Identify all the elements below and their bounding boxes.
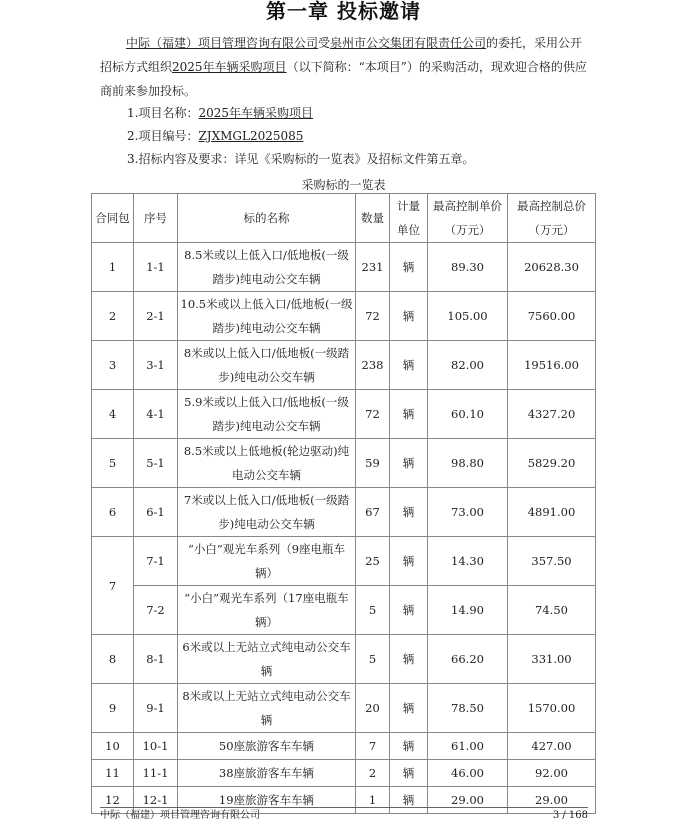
- cell-total-price: 427.00: [508, 733, 596, 760]
- cell-name: 5.9米或以上低入口/低地板(一级踏步)纯电动公交车辆: [178, 390, 356, 439]
- procurement-table: [91, 193, 596, 814]
- client-name: 泉州市公交集团有限责任公司: [330, 36, 487, 50]
- cell-unit-price: 73.00: [428, 488, 508, 537]
- cell-total-price: 4891.00: [508, 488, 596, 537]
- cell-unit: 辆: [390, 635, 428, 684]
- cell-quantity: 7: [356, 733, 390, 760]
- cell-quantity: 72: [356, 292, 390, 341]
- table-row: [92, 488, 596, 537]
- project-content-item: 3.招标内容及要求：详见《采购标的一览表》及招标文件第五章。: [127, 152, 475, 166]
- cell-number: 6-1: [134, 488, 178, 537]
- table-caption: 采购标的一览表: [301, 178, 386, 192]
- cell-quantity: 67: [356, 488, 390, 537]
- table-row: [92, 733, 596, 760]
- cell-unit: 辆: [390, 760, 428, 787]
- cell-total-price: 74.50: [508, 586, 596, 635]
- cell-package: 8: [92, 635, 134, 684]
- cell-package: 3: [92, 341, 134, 390]
- cell-number: 7-2: [134, 586, 178, 635]
- cell-number: 1-1: [134, 243, 178, 292]
- cell-unit-price: 60.10: [428, 390, 508, 439]
- cell-name: 6米或以上无站立式纯电动公交车辆: [178, 635, 356, 684]
- cell-unit: 辆: [390, 341, 428, 390]
- header-quantity: 数量: [356, 194, 390, 243]
- table-row: [92, 586, 596, 635]
- cell-unit: 辆: [390, 390, 428, 439]
- cell-package: 2: [92, 292, 134, 341]
- cell-unit: 辆: [390, 787, 428, 814]
- header-unit-price: 最高控制单价（万元）: [428, 194, 508, 243]
- cell-unit-price: 29.00: [428, 787, 508, 814]
- cell-unit: 辆: [390, 684, 428, 733]
- cell-total-price: 331.00: [508, 635, 596, 684]
- table-row: [92, 684, 596, 733]
- cell-name: 8米或以上低入口/低地板(一级踏步)纯电动公交车辆: [178, 341, 356, 390]
- cell-unit: 辆: [390, 733, 428, 760]
- cell-number: 11-1: [134, 760, 178, 787]
- cell-total-price: 4327.20: [508, 390, 596, 439]
- project-name: 2025年车辆采购项目: [172, 60, 287, 74]
- table-row: [92, 760, 596, 787]
- project-code-value: ZJXMGL2025085: [198, 129, 304, 143]
- cell-total-price: 5829.20: [508, 439, 596, 488]
- project-info-list: [127, 102, 474, 171]
- cell-number: 8-1: [134, 635, 178, 684]
- cell-unit-price: 66.20: [428, 635, 508, 684]
- project-code-item: [127, 125, 474, 148]
- cell-name: 19座旅游客车车辆: [178, 787, 356, 814]
- cell-unit-price: 89.30: [428, 243, 508, 292]
- cell-unit-price: 14.30: [428, 537, 508, 586]
- intro-text-3: （以下简称：“本项目”）的采购活动，现欢迎合格的供应商前来参加投标。: [100, 60, 587, 98]
- table-row: [92, 341, 596, 390]
- header-package: 合同包: [92, 194, 134, 243]
- cell-package: 10: [92, 733, 134, 760]
- cell-total-price: 1570.00: [508, 684, 596, 733]
- cell-name: 10.5米或以上低入口/低地板(一级踏步)纯电动公交车辆: [178, 292, 356, 341]
- cell-package: 7: [92, 537, 134, 635]
- cell-name: 8米或以上无站立式纯电动公交车辆: [178, 684, 356, 733]
- table-row: [92, 537, 596, 586]
- cell-name: “小白”观光车系列（17座电瓶车辆）: [178, 586, 356, 635]
- cell-package: 9: [92, 684, 134, 733]
- cell-name: 8.5米或以上低地板(轮边驱动)纯电动公交车辆: [178, 439, 356, 488]
- cell-unit-price: 46.00: [428, 760, 508, 787]
- intro-paragraph: [100, 31, 590, 103]
- cell-package: 1: [92, 243, 134, 292]
- cell-quantity: 238: [356, 341, 390, 390]
- header-number: 序号: [134, 194, 178, 243]
- cell-package: 12: [92, 787, 134, 814]
- cell-quantity: 1: [356, 787, 390, 814]
- cell-package: 6: [92, 488, 134, 537]
- cell-number: 12-1: [134, 787, 178, 814]
- table-row: [92, 390, 596, 439]
- cell-unit: 辆: [390, 586, 428, 635]
- cell-number: 3-1: [134, 341, 178, 390]
- table-row: [92, 439, 596, 488]
- chapter-title: 第一章 投标邀请: [266, 0, 421, 23]
- page-footer: [100, 807, 588, 822]
- cell-total-price: 19516.00: [508, 341, 596, 390]
- project-name-label: 1.项目名称：: [127, 106, 199, 120]
- cell-quantity: 20: [356, 684, 390, 733]
- cell-total-price: 7560.00: [508, 292, 596, 341]
- agency-name: 中际（福建）项目管理咨询有限公司: [126, 36, 319, 50]
- project-code-label: 2.项目编号：: [127, 129, 199, 143]
- cell-name: 38座旅游客车车辆: [178, 760, 356, 787]
- cell-number: 7-1: [134, 537, 178, 586]
- cell-package: 5: [92, 439, 134, 488]
- cell-name: 7米或以上低入口/低地板(一级踏步)纯电动公交车辆: [178, 488, 356, 537]
- header-unit: 计量单位: [390, 194, 428, 243]
- cell-unit: 辆: [390, 488, 428, 537]
- table-row: [92, 292, 596, 341]
- project-name-value: 2025年车辆采购项目: [198, 106, 313, 120]
- cell-quantity: 2: [356, 760, 390, 787]
- table-header-row: [92, 194, 596, 243]
- intro-text-2: 的委托，采用公开招标方式组织: [100, 36, 583, 74]
- cell-unit-price: 78.50: [428, 684, 508, 733]
- intro-text-1: 受: [318, 36, 331, 50]
- cell-unit-price: 14.90: [428, 586, 508, 635]
- cell-number: 5-1: [134, 439, 178, 488]
- cell-name: “小白”观光车系列（9座电瓶车辆）: [178, 537, 356, 586]
- table-row: [92, 243, 596, 292]
- page-number: 3 / 168: [552, 810, 588, 821]
- cell-total-price: 92.00: [508, 760, 596, 787]
- cell-number: 2-1: [134, 292, 178, 341]
- cell-unit: 辆: [390, 292, 428, 341]
- cell-quantity: 5: [356, 586, 390, 635]
- cell-quantity: 25: [356, 537, 390, 586]
- cell-unit-price: 98.80: [428, 439, 508, 488]
- cell-number: 9-1: [134, 684, 178, 733]
- header-name: 标的名称: [178, 194, 356, 243]
- cell-quantity: 5: [356, 635, 390, 684]
- cell-unit: 辆: [390, 243, 428, 292]
- table-row: [92, 635, 596, 684]
- cell-number: 4-1: [134, 390, 178, 439]
- cell-package: 4: [92, 390, 134, 439]
- cell-unit-price: 82.00: [428, 341, 508, 390]
- cell-unit-price: 105.00: [428, 292, 508, 341]
- cell-name: 50座旅游客车车辆: [178, 733, 356, 760]
- header-total-price: 最高控制总价 （万元）: [508, 194, 596, 243]
- cell-total-price: 29.00: [508, 787, 596, 814]
- cell-name: 8.5米或以上低入口/低地板(一级踏步)纯电动公交车辆: [178, 243, 356, 292]
- cell-package: 11: [92, 760, 134, 787]
- cell-number: 10-1: [134, 733, 178, 760]
- cell-unit: 辆: [390, 537, 428, 586]
- cell-quantity: 72: [356, 390, 390, 439]
- cell-quantity: 59: [356, 439, 390, 488]
- cell-total-price: 357.50: [508, 537, 596, 586]
- cell-quantity: 231: [356, 243, 390, 292]
- cell-unit: 辆: [390, 439, 428, 488]
- cell-unit-price: 61.00: [428, 733, 508, 760]
- project-name-item: [127, 102, 474, 125]
- cell-total-price: 20628.30: [508, 243, 596, 292]
- footer-company: 中际（福建）项目管理咨询有限公司: [100, 810, 260, 821]
